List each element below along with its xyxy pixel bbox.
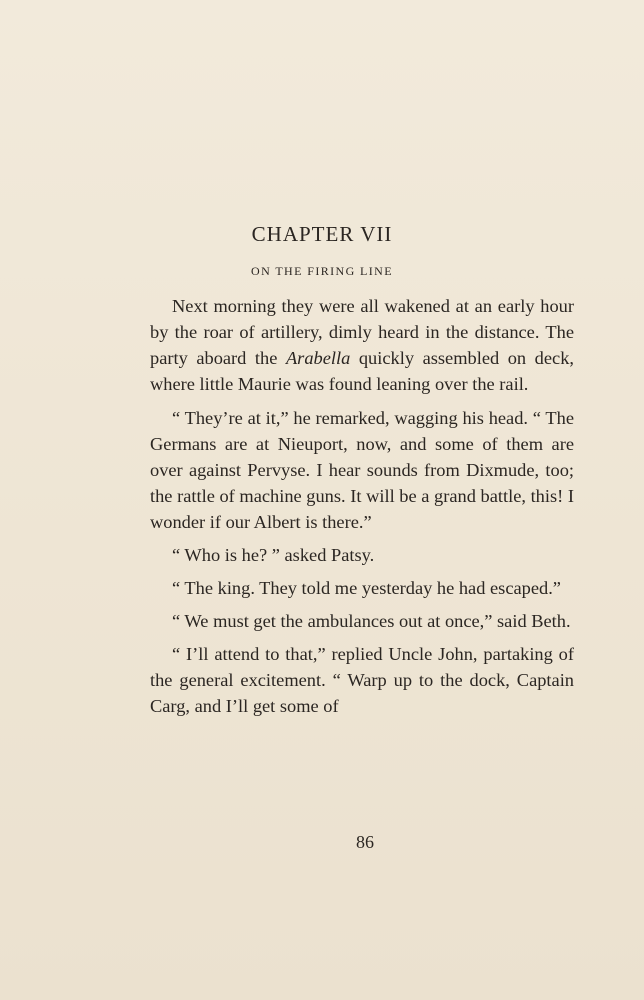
ship-name: Arabella xyxy=(285,348,351,368)
chapter-title: CHAPTER VII xyxy=(251,222,393,246)
paragraph-1-text-end: quickly assembled on deck, where little Maurie was found leaning over the rail. xyxy=(150,348,574,394)
paragraph-4: “ The king. They told me yesterday he had escaped.” xyxy=(172,578,561,598)
paragraph-6: “ I’ll attend to that,” replied Uncle John, partaking of the general excitement. “ Warp up to the dock, Captain Carg, and I’ll get some of xyxy=(150,644,574,716)
paragraph-1 xyxy=(150,293,574,397)
chapter-subtitle: ON THE FIRING LINE xyxy=(251,264,393,278)
paragraph-1-text-start: Next morning they were all wakened at an early hour by the roar of artillery, dimly heard in the distance. The party aboard the xyxy=(150,296,574,368)
paragraph-2: “ They’re at it,” he remarked, wagging his head. “ The Germans are at Nieuport, now, and some of them are over against Pervyse. I hear sounds from Dixmude, too; the rattle of machine guns. It will be a grand battle, this! I wonder if our Albert is there.” xyxy=(150,408,574,532)
paragraph-3: “ Who is he? ” asked Patsy. xyxy=(172,545,375,565)
body-text xyxy=(150,293,574,726)
paragraph-5: “ We must get the ambulances out at once,” said Beth. xyxy=(172,611,571,631)
page-number: 86 xyxy=(356,832,374,852)
